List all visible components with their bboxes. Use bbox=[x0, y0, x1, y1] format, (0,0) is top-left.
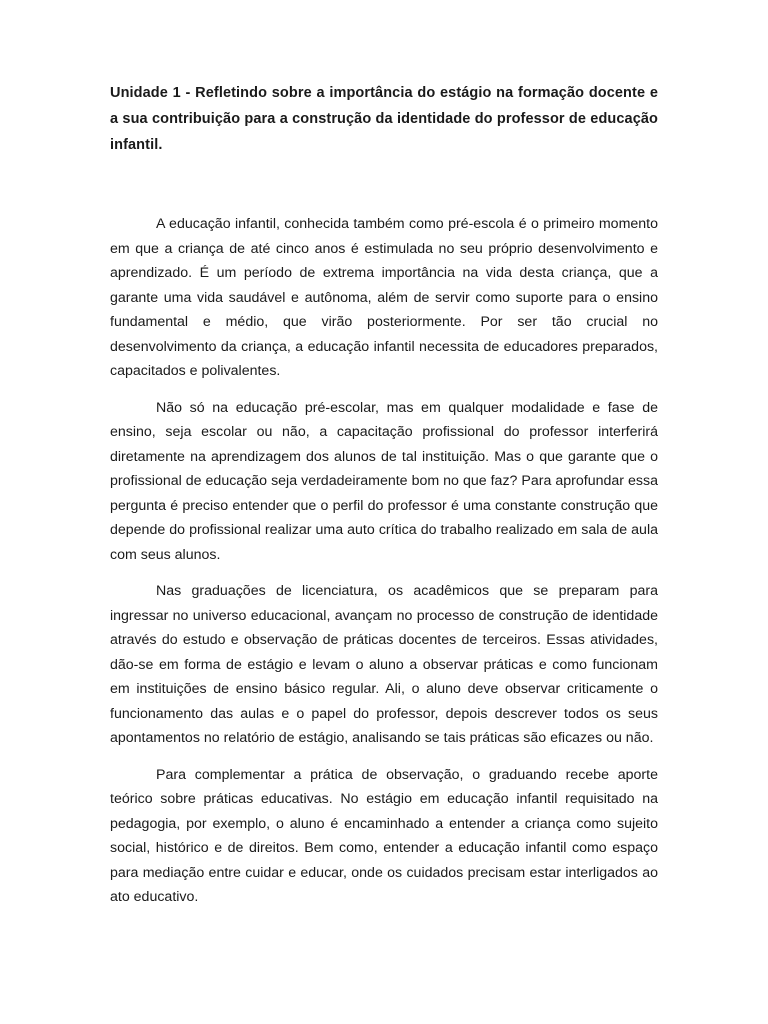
document-title: Unidade 1 - Refletindo sobre a importância do estágio na formação docente e a sua contribuição para a construção da identidade do professor de educação infantil. bbox=[110, 85, 658, 153]
paragraph-1: A educação infantil, conhecida também como pré-escola é o primeiro momento em que a criança de até cinco anos é estimulada no seu próprio desenvolvimento e aprendizado. É um período de extrema importância na vida desta criança, que a garante uma vida saudável e autônoma, além de servir como suporte para o ensino fundamental e médio, que virão posteriormente. Por ser tão crucial no desenvolvimento da criança, a educação infantil necessita de educadores preparados, capacitados e polivalentes. bbox=[110, 216, 658, 379]
paragraph-4: Para complementar a prática de observação, o graduando recebe aporte teórico sobre práticas educativas. No estágio em educação infantil requisitado na pedagogia, por exemplo, o aluno é encaminhado a entender a criança como sujeito social, histórico e de direitos. Bem como, entender a educação infantil como espaço para mediação entre cuidar e educar, onde os cuidados precisam estar interligados ao ato educativo. bbox=[110, 766, 658, 905]
document-page bbox=[110, 80, 658, 922]
paragraph-2: Não só na educação pré-escolar, mas em qualquer modalidade e fase de ensino, seja escolar ou não, a capacitação profissional do professor interferirá diretamente na aprendizagem dos alunos de tal instituição. Mas o que garante que o profissional de educação seja verdadeiramente bom no que faz? Para aprofundar essa pergunta é preciso entender que o perfil do professor é uma constante construção que depende do profissional realizar uma auto crítica do trabalho realizado em sala de aula com seus alunos. bbox=[110, 399, 658, 563]
paragraph-3: Nas graduações de licenciatura, os acadêmicos que se preparam para ingressar no universo educacional, avançam no processo de construção de identidade através do estudo e observação de práticas docentes de terceiros. Essas atividades, dão-se em forma de estágio e levam o aluno a observar práticas e como funcionam em instituições de ensino básico regular. Ali, o aluno deve observar criticamente o funcionamento das aulas e o papel do professor, depois descrever todos os seus apontamentos no relatório de estágio, analisando se tais práticas são eficazes ou não. bbox=[110, 583, 658, 746]
